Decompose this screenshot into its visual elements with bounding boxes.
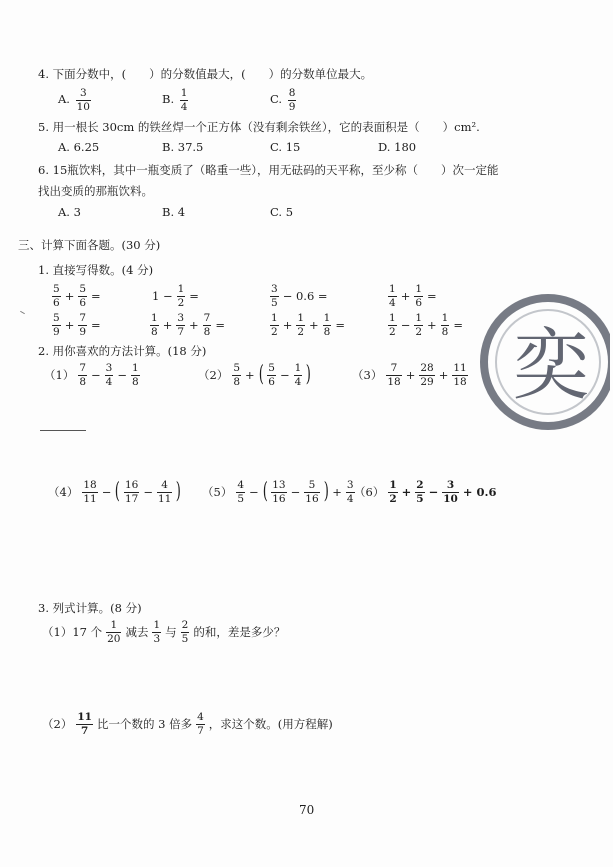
direct-item-b4: $\frac{1}{2}$ − $\frac{1}{2}$ + $\frac{1}{8}$ = bbox=[389, 312, 463, 338]
seal-stamp-icon bbox=[478, 282, 610, 452]
fraction: $\frac{1}{4}$ bbox=[180, 87, 188, 113]
section-title: 三、计算下面各题。(30 分) bbox=[18, 238, 161, 252]
q5-option-a: A. 6.25 bbox=[58, 140, 100, 154]
direct-item-b3: $\frac{1}{2}$ + $\frac{1}{2}$ + $\frac{1}{8}$ = bbox=[271, 312, 345, 338]
stamp-glyph: 奕 bbox=[512, 321, 591, 411]
part2-title: 2. 用你喜欢的方法计算。(18 分) bbox=[38, 344, 207, 358]
direct-item-b1: $\frac{5}{9}$ + $\frac{7}{9}$ = bbox=[53, 312, 101, 338]
q6-option-c: C. 5 bbox=[270, 205, 294, 219]
q5-option-d: D. 180 bbox=[378, 140, 417, 154]
word-problem-2: （2） $\frac{11}{7}$ 比一个数的 3 倍多 $\frac{4}{7}$ ，求这个数。(用方程解) bbox=[42, 711, 333, 737]
short-rule bbox=[40, 430, 86, 431]
calc-item-5: （5） $\frac{4}{5}$ − ( $\frac{13}{16}$ − $\frac{5}{16}$ ) + $\frac{3}{4}$ bbox=[202, 479, 354, 505]
q4-option-c bbox=[270, 88, 298, 112]
calc-item-2: （2） $\frac{5}{8}$ + ( $\frac{5}{6}$ − $\frac{1}{4}$ ) bbox=[198, 362, 312, 388]
q6-text-line1: 6. 15瓶饮料，其中一瓶变质了（略重一些），用无砝码的天平称，至少称（ ）次一定能 bbox=[38, 163, 499, 177]
q5-text: 5. 用一根长 30cm 的铁丝焊一个正方体（没有剩余铁丝），它的表面积是（ ）cm². bbox=[38, 120, 480, 134]
part3-title: 3. 列式计算。(8 分) bbox=[38, 601, 142, 615]
q4-option-a bbox=[58, 88, 93, 112]
part1-title: 1. 直接写得数。(4 分) bbox=[38, 263, 154, 277]
q4-option-b bbox=[162, 88, 190, 112]
direct-item-a4: $\frac{1}{4}$ + $\frac{1}{6}$ = bbox=[389, 283, 437, 309]
fraction: $\frac{3}{10}$ bbox=[76, 87, 90, 113]
q5-option-c: C. 15 bbox=[270, 140, 301, 154]
q6-text-line2: 找出变质的那瓶饮料。 bbox=[38, 184, 153, 198]
q5-option-b: B. 37.5 bbox=[162, 140, 204, 154]
option-label: A. bbox=[58, 92, 70, 106]
q6-option-a: A. 3 bbox=[58, 205, 81, 219]
option-label: C. bbox=[270, 92, 283, 106]
page-number: 70 bbox=[299, 803, 315, 817]
stray-mark bbox=[20, 311, 25, 314]
calc-item-3: （3） $\frac{7}{18}$ + $\frac{28}{29}$ + $\frac{11}{18}$ bbox=[352, 362, 467, 388]
word-problem-1: （1）17 个 $\frac{1}{20}$ 减去 $\frac{1}{3}$ 与 $\frac{2}{5}$ 的和，差是多少？ bbox=[42, 619, 286, 645]
q4-text: 4. 下面分数中，( ）的分数值最大，( ）的分数单位最大。 bbox=[38, 67, 373, 81]
calc-item-6: （6） $\frac{1}{2}$ + $\frac{2}{5}$ − $\frac{3}{10}$ + 0.6 bbox=[354, 479, 497, 505]
fraction: $\frac{8}{9}$ bbox=[288, 87, 296, 113]
direct-item-a3: $\frac{3}{5}$ − 0.6 = bbox=[271, 283, 328, 309]
q6-option-b: B. 4 bbox=[162, 205, 186, 219]
direct-item-a1: $\frac{5}{6}$ + $\frac{5}{6}$ = bbox=[53, 283, 101, 309]
direct-item-a2: 1 − $\frac{1}{2}$ = bbox=[152, 283, 199, 309]
direct-item-b2: $\frac{1}{8}$ + $\frac{3}{7}$ + $\frac{7}{8}$ = bbox=[151, 312, 225, 338]
option-label: B. bbox=[162, 92, 175, 106]
calc-item-1: （1） $\frac{7}{8}$ − $\frac{3}{4}$ − $\frac{1}{8}$ bbox=[44, 362, 139, 388]
calc-item-4: （4） $\frac{18}{11}$ − ( $\frac{16}{17}$ − $\frac{4}{11}$ ) bbox=[48, 479, 182, 505]
